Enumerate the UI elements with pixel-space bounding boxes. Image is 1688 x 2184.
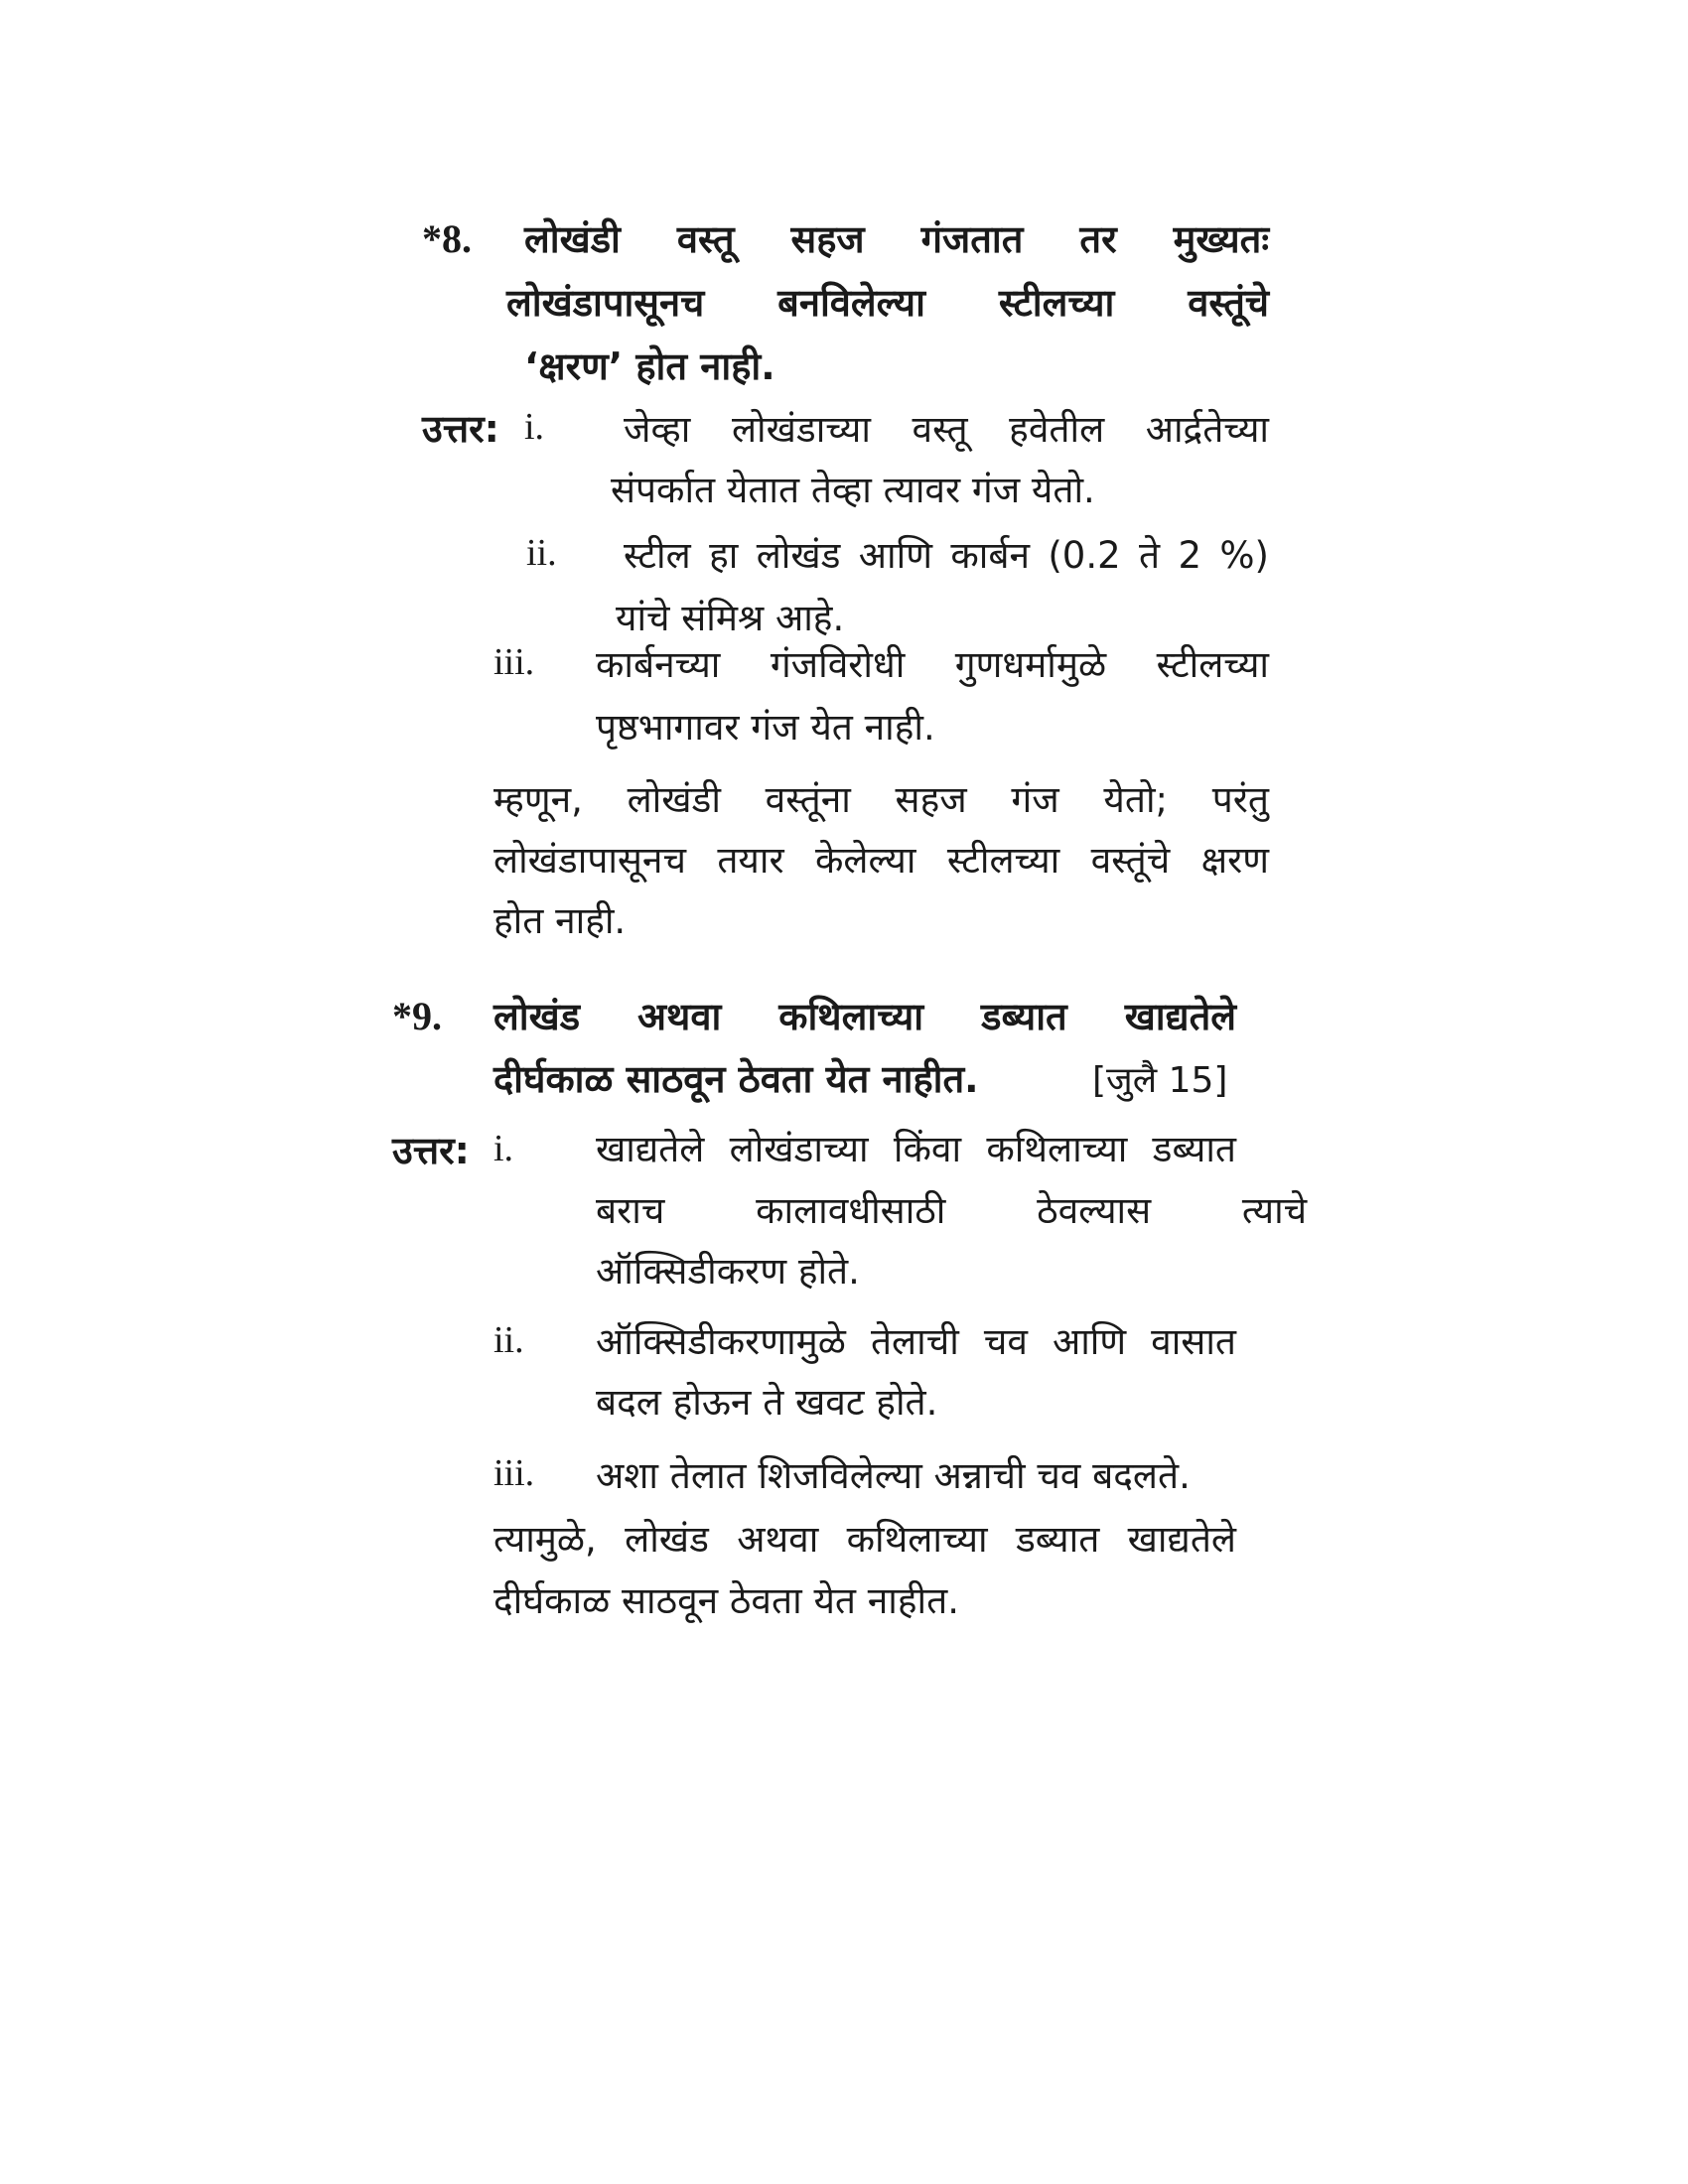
point-line: बराच कालावधीसाठी ठेवल्यास त्याचे [596, 1189, 1308, 1232]
point-line: ऑक्सिडीकरण होते. [596, 1250, 860, 1293]
conclusion-line: त्यामुळे, लोखंड अथवा कथिलाच्या डब्यात खाद्यतेले [493, 1518, 1236, 1561]
point-line: खाद्यतेले लोखंडाच्या किंवा कथिलाच्या डब्यात [596, 1128, 1236, 1170]
question-line: दीर्घकाळ साठवून ठेवता येत नाहीत. [493, 1057, 979, 1101]
answer-label: उत्तर: [392, 1129, 470, 1172]
conclusion-line: होत नाही. [493, 899, 627, 942]
exam-reference: [जुलै 15] [1092, 1060, 1228, 1101]
conclusion-line: लोखंडापासूनच तयार केलेल्या स्टीलच्या वस्तूंचे क्षरण [493, 839, 1269, 882]
point-line: यांचे संमिश्र आहे. [616, 597, 845, 639]
question-number: *8. [422, 216, 472, 261]
point-line: स्टील हा लोखंड आणि कार्बन (0.2 ते 2 %) [624, 534, 1269, 577]
conclusion-line: दीर्घकाळ साठवून ठेवता येत नाहीत. [493, 1579, 959, 1622]
conclusion-line: म्हणून, लोखंडी वस्तूंना सहज गंज येतो; परंतु [493, 778, 1269, 821]
point-line: ऑक्सिडीकरणामुळे तेलाची चव आणि वासात [596, 1320, 1236, 1363]
question-line: लोखंडापासूनच बनविलेल्या स्टीलच्या वस्तूंचे [506, 281, 1269, 325]
point-numeral: ii. [526, 532, 557, 574]
point-line: अशा तेलात शिजविलेल्या अन्नाची चव बदलते. [596, 1454, 1191, 1497]
question-line: लोखंड अथवा कथिलाच्या डब्यात खाद्यतेले [493, 995, 1236, 1038]
question-line: लोखंडी वस्तू सहज गंजतात तर मुख्यतः [524, 217, 1269, 261]
point-numeral: i. [493, 1128, 514, 1169]
answer-label: उत्तर: [422, 407, 499, 451]
point-line: संपर्कात येतात तेव्हा त्यावर गंज येतो. [611, 469, 1095, 511]
point-numeral: i. [524, 406, 545, 448]
point-numeral: iii. [493, 641, 535, 683]
point-line: जेव्हा लोखंडाच्या वस्तू हवेतील आर्द्रतेच्या [624, 408, 1269, 451]
question-number: *9. [392, 994, 442, 1038]
point-line: कार्बनच्या गंजविरोधी गुणधर्मामुळे स्टीलच्या [596, 643, 1269, 686]
point-numeral: ii. [493, 1319, 524, 1361]
question-line: ‘क्षरण’ होत नाही. [524, 344, 775, 388]
point-numeral: iii. [493, 1452, 535, 1494]
point-line: पृष्ठभागावर गंज येत नाही. [596, 706, 935, 749]
point-line: बदल होऊन ते खवट होते. [596, 1381, 938, 1424]
